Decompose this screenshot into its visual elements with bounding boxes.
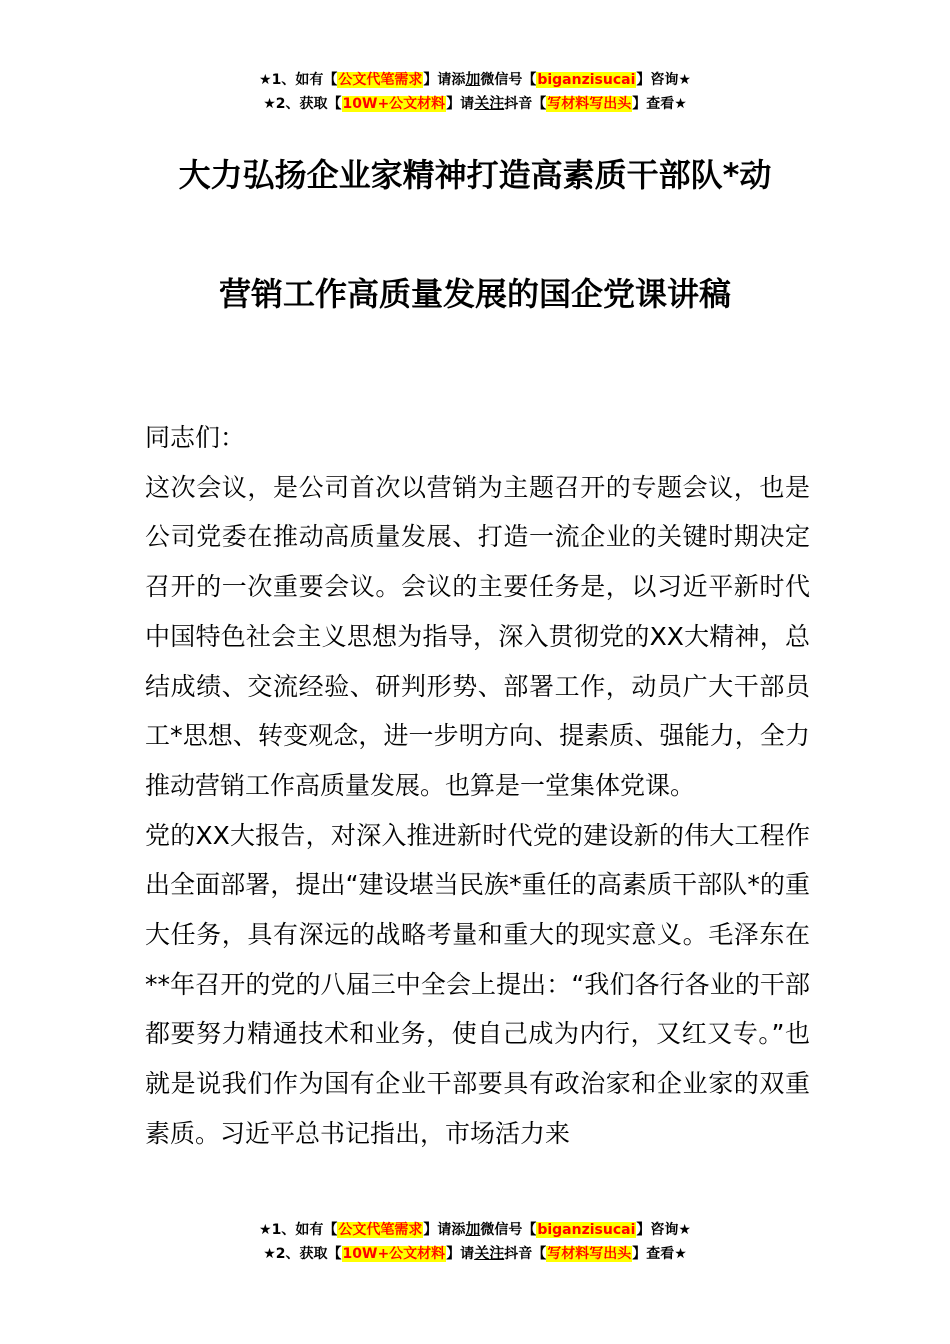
salutation: 同志们： [145,423,246,452]
body-paragraph: 这次会议，是公司首次以营销为主题召开的专题会议，也是公司党委在推动高质量发展、打造一流企业的关键时期决定召开的一次重要会议。会议的主要任务是，以习近平新时代中国特色社会主义思想为指导，深入贯彻党的XX大精神，总结成绩、交流经验、研判形势、部署工作，动员广大干部员工*思想、转变观念，进一步明方向、提素质、强能力，全力推动营销工作高质量发展。也算是一堂集体党课。 [145,472,810,800]
banner-text: 微信号【 [480,1222,537,1238]
banner-text: 】查看★ [632,96,687,112]
banner-text: 】请添 [423,72,466,88]
body-paragraph: 党的XX大报告，对深入推进新时代党的建设新的伟大工程作出全面部署，提出“建设堪当民族*重任的高素质干部队*的重大任务，具有深远的战略考量和重大的现实意义。毛泽东在**年召开的党的八届三中全会上提出：“我们各行各业的干部都要努力精通技术和业务，使自己成为内行，又红又专。”也就是说我们作为国有企业干部要具有政治家和企业家的双重素质。习近平总书记指出，市场活力来 [145,820,810,1148]
highlight-wechat-id: biganzisucai [537,72,636,88]
banner-text: 抖音【 [504,96,547,112]
highlight-douyin-account: 写材料写出头 [547,1246,632,1262]
banner-emphasis: 关注 [474,1244,505,1262]
highlight-service: 公文代笔需求 [338,1222,423,1238]
highlight-douyin-account: 写材料写出头 [547,96,632,112]
document-body [145,413,810,1159]
highlight-materials: 10W+公文材料 [342,1246,446,1262]
banner-emphasis: 加 [465,70,481,88]
banner-text: 抖音【 [504,1246,547,1262]
banner-text: ★1、如有【 [259,72,338,88]
banner-text: 】查看★ [632,1246,687,1262]
banner-text: ★2、获取【 [263,96,342,112]
footer-banner [0,1218,950,1266]
banner-emphasis: 关注 [474,94,505,112]
banner-text: 】请 [446,96,475,112]
banner-emphasis: 加 [465,1220,481,1238]
banner-text: 】咨询★ [636,1222,691,1238]
header-banner [0,68,950,116]
banner-text: 】咨询★ [636,72,691,88]
highlight-service: 公文代笔需求 [338,72,423,88]
banner-text: 】请 [446,1246,475,1262]
document-title-line-1: 大力弘扬企业家精神打造高素质干部队*动 [178,156,772,194]
banner-line-2 [0,1242,950,1266]
banner-line-2 [0,92,950,116]
document-title-line-2: 营销工作高质量发展的国企党课讲稿 [218,275,731,313]
highlight-wechat-id: biganzisucai [537,1222,636,1238]
banner-text: 】请添 [423,1222,466,1238]
banner-text: ★2、获取【 [263,1246,342,1262]
banner-text: ★1、如有【 [259,1222,338,1238]
banner-text: 微信号【 [480,72,537,88]
banner-line-1 [0,68,950,92]
banner-line-1 [0,1218,950,1242]
highlight-materials: 10W+公文材料 [342,96,446,112]
